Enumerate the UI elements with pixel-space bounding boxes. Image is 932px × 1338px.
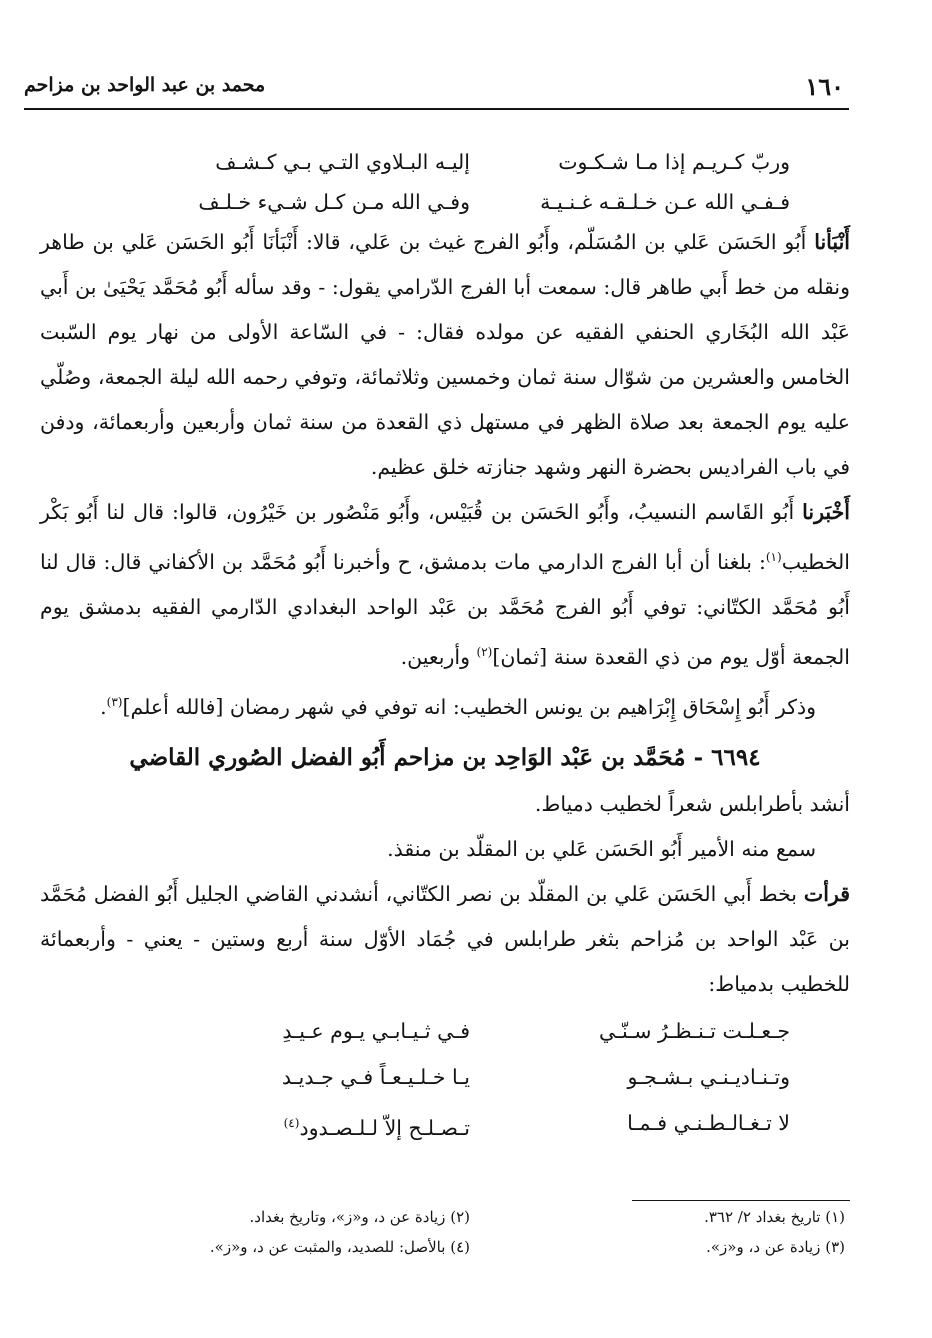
main-text: [40, 140, 850, 1147]
header-rule: [24, 108, 849, 110]
footnote-number: (٣): [825, 1238, 845, 1256]
poem-2: [40, 1009, 850, 1147]
footnotes-column-left: [140, 1208, 470, 1268]
paragraph-body: : بلغنا أن أبا الفرج الدارمي مات بدمشق، ح وأخبرنا أَبُو مُحَمَّد بن الأكفاني قال: قال لنا أَبُو مُحَمَّد الكتّاني: توفي أَبُو الفرج مُحَمَّد بن عَبْد الواحد البغدادي الدّارمي الفقيه بدمشق يوم الجمعة أوّل يوم من ذي القعدة سنة [ثمان]: [40, 549, 850, 669]
verse-first-hemistich: فـفـي الله عـن خـلـقـه غـنـيـة: [540, 190, 790, 214]
footnote-4: [140, 1238, 470, 1268]
footnote-3: [515, 1238, 845, 1268]
page-header: [24, 70, 844, 102]
paragraph-body: وأربعين.: [400, 644, 477, 669]
verse-first-hemistich: وتـنـاديـنـي بـشـجـو: [627, 1065, 790, 1090]
paragraph-qaraat: [40, 872, 850, 1007]
footnote-ref-1: (١): [765, 550, 782, 564]
running-title: محمد بن عبد الواحد بن مزاحم: [24, 74, 266, 96]
poem-verse: [40, 1009, 850, 1055]
paragraph-anshada: أنشد بأطرابلس شعراً لخطيب دمياط.: [534, 792, 850, 817]
footnotes-column-right: [515, 1208, 845, 1268]
footnote-number: (٤): [450, 1238, 470, 1256]
verse-first-hemistich: لا تـغـالـطـنـي فـمـا: [627, 1111, 790, 1136]
verse-first-hemistich: جـعـلـت تـنـظـرُ سـنّـي: [598, 1019, 790, 1044]
paragraph-dhakara: [40, 680, 850, 730]
page-number: ١٦٠: [805, 72, 844, 101]
footnote-number: (١): [825, 1208, 845, 1226]
verse-second-hemistich: فـي ثـيـابـي يـوم عـيـدِ: [282, 1019, 470, 1044]
footnote-ref-3: (٣): [106, 694, 123, 709]
paragraph-body: أَبُو الحَسَن عَلي بن المُسَلّم، وأَبُو الفرج غيث بن عَلي، قالا: أَنْبَأنَا أَبُو الحَسَن عَلي بن طاهر ونقله من خط أَبي طاهر قال: سمعت أبا الفرج الدّرامي يقول: - وقد سأله أَبُو مُحَمَّد يَحْيَىٰ بن أَبي عَبْد الله البُخَاري الحنفي الفقيه عن مولده فقال: - في السّاعة الأولى من نهار يوم السّبت الخامس والعشرين من شوّال سنة ثمان وخمسين وثلاثمائة، وتوفي رحمه الله ليلة الجمعة، وصُلّي عليه يوم الجمعة بعد صلاة الظهر في مستهل ذي القعدة من سنة ثمان وأربعين وأربعمائة، ودفن في باب الفراديس بحضرة النهر وشهد جنازته خلق عظيم.: [40, 230, 850, 479]
footnote-number: (٢): [450, 1208, 470, 1226]
paragraph-akhbarana: [40, 490, 850, 680]
hemistich-text: تـصـلـح إلاّ لـلـصـدود: [299, 1116, 470, 1141]
paragraph-anbana: [40, 220, 850, 490]
footnote-text: تاريخ بغداد ٢/ ٣٦٢.: [704, 1208, 821, 1226]
entry-title: ٦٦٩٤ - مُحَمَّد بن عَبْد الوَاحِد بن مزاحم أَبُو الفضل الصُوري القاضي: [129, 744, 761, 772]
footnote-1: [515, 1208, 845, 1238]
paragraph-body: أَبُو القَاسم النسيبُ، وأَبُو الحَسَن بن قُبَيْس، وأَبُو مَنْصُور بن خَيْرُون، قالوا: قال لنا أَبُو بَكْر الخطيب: [40, 500, 850, 574]
footnote-rule: [632, 1200, 850, 1201]
paragraph-samia: سمع منه الأمير أَبُو الحَسَن عَلي بن المقلّد بن منقذ.: [387, 837, 816, 862]
poem-verse: [40, 180, 850, 220]
poem-verse: [40, 140, 850, 180]
verse-first-hemistich: وربّ كـريـم إذا مـا شـكـوت: [558, 150, 790, 174]
paragraph-body: وذكر أَبُو إِسْحَاق إِبْرَاهيم بن يونس الخطيب: انه توفي في شهر رمضان [فالله أعلم]: [122, 694, 816, 719]
paragraph-lead-word: أَخْبَرنا: [802, 500, 850, 524]
poem-verse: [40, 1101, 850, 1147]
footnote-text: زيادة عن د، و«ز»، وتاريخ بغداد.: [249, 1208, 446, 1226]
verse-second-hemistich: يـا خـلـيـعـاً فـي جـديـد: [281, 1065, 470, 1090]
footnote-2: [140, 1208, 470, 1238]
verse-second-hemistich: إليـه البـلاوي التـي بـي كـشـف: [215, 150, 470, 174]
poem-verse: [40, 1055, 850, 1101]
paragraph-body: بخط أَبي الحَسَن عَلي بن المقلّد بن نصر الكتّاني، أنشدني القاضي الجليل أَبُو الفضل مُحَمَّد بن عَبْد الواحد بن مُزاحم بثغر طرابلس في جُمَاد الأوّل سنة أربع وستين - يعني - وأربعمائة للخطيب بدمياط:: [40, 882, 850, 997]
poem-1: [40, 140, 850, 220]
footnote-text: بالأصل: للصديد، والمثبت عن د، و«ز».: [209, 1238, 446, 1256]
footnote-text: زيادة عن د، و«ز».: [706, 1238, 821, 1256]
verse-second-hemistich: وفـي الله مـن كـل شـيء خـلـف: [198, 190, 470, 214]
footnote-ref-2: (٢): [476, 644, 493, 659]
paragraph-lead-word: قرأت: [803, 882, 850, 907]
paragraph-lead-word: أَنْبَأنا: [814, 230, 850, 254]
paragraph-end: .: [100, 694, 107, 719]
verse-second-hemistich: [284, 1101, 470, 1151]
footnote-ref-4: (٤): [283, 1116, 300, 1131]
